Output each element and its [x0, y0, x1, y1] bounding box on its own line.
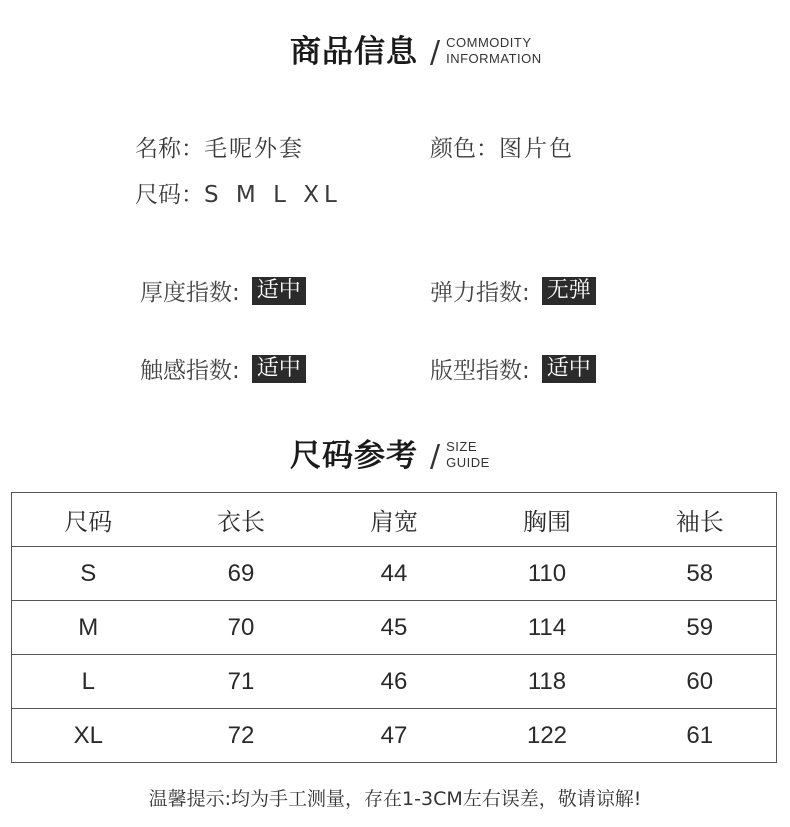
table-cell: 118 [471, 655, 624, 709]
fit-index-label: 版型指数: [430, 358, 530, 384]
table-cell: 114 [471, 601, 624, 655]
product-color-value: 图片色 [499, 136, 574, 162]
table-cell: 44 [318, 547, 471, 601]
elasticity-index-label: 弹力指数: [430, 280, 530, 306]
touch-index-badge: 适中 [252, 355, 306, 383]
thickness-index-label: 厚度指数: [140, 280, 240, 306]
table-cell: M [12, 601, 165, 655]
table-header-row [12, 493, 777, 547]
table-cell: 58 [624, 547, 777, 601]
fit-index [430, 352, 596, 385]
table-cell: 47 [318, 709, 471, 763]
thickness-index [140, 274, 306, 307]
table-row [12, 709, 777, 763]
touch-index-label: 触感指数: [140, 358, 240, 384]
table-row [12, 601, 777, 655]
elasticity-index-badge: 无弹 [542, 277, 596, 305]
table-cell: 122 [471, 709, 624, 763]
table-cell: XL [12, 709, 165, 763]
heading-divider-slash: / [430, 439, 441, 474]
table-cell: 60 [624, 655, 777, 709]
column-header: 袖长 [624, 493, 777, 547]
table-cell: 45 [318, 601, 471, 655]
commodity-info-subtitle: COMMODITY INFORMATION [446, 34, 542, 66]
size-guide-heading [290, 430, 490, 475]
product-sizes [135, 176, 342, 209]
column-header: 衣长 [165, 493, 318, 547]
thickness-index-badge: 适中 [252, 277, 306, 305]
table-cell: 72 [165, 709, 318, 763]
table-cell: 69 [165, 547, 318, 601]
size-guide-title: 尺码参考 [290, 438, 418, 474]
product-color [430, 130, 574, 163]
table-cell: 61 [624, 709, 777, 763]
commodity-info-heading [290, 26, 542, 71]
touch-index [140, 352, 306, 385]
product-name [135, 130, 304, 163]
table-cell: 46 [318, 655, 471, 709]
product-name-label: 名称： [135, 136, 204, 162]
product-sizes-value: S M L XL [204, 182, 342, 208]
product-sizes-label: 尺码： [135, 182, 204, 208]
size-table [11, 492, 777, 763]
column-header: 胸围 [471, 493, 624, 547]
product-name-value: 毛呢外套 [204, 136, 304, 162]
measurement-tip: 温馨提示:均为手工测量，存在1-3CM左右误差，敬请谅解! [148, 788, 642, 810]
product-color-label: 颜色： [430, 136, 499, 162]
heading-divider-slash: / [430, 35, 441, 70]
table-row [12, 547, 777, 601]
table-cell: 110 [471, 547, 624, 601]
table-cell: 70 [165, 601, 318, 655]
column-header: 尺码 [12, 493, 165, 547]
elasticity-index [430, 274, 596, 307]
fit-index-badge: 适中 [542, 355, 596, 383]
table-cell: 71 [165, 655, 318, 709]
table-cell: S [12, 547, 165, 601]
column-header: 肩宽 [318, 493, 471, 547]
table-cell: 59 [624, 601, 777, 655]
size-guide-subtitle: SIZE GUIDE [446, 438, 490, 470]
table-row [12, 655, 777, 709]
commodity-info-title: 商品信息 [290, 34, 418, 70]
table-cell: L [12, 655, 165, 709]
